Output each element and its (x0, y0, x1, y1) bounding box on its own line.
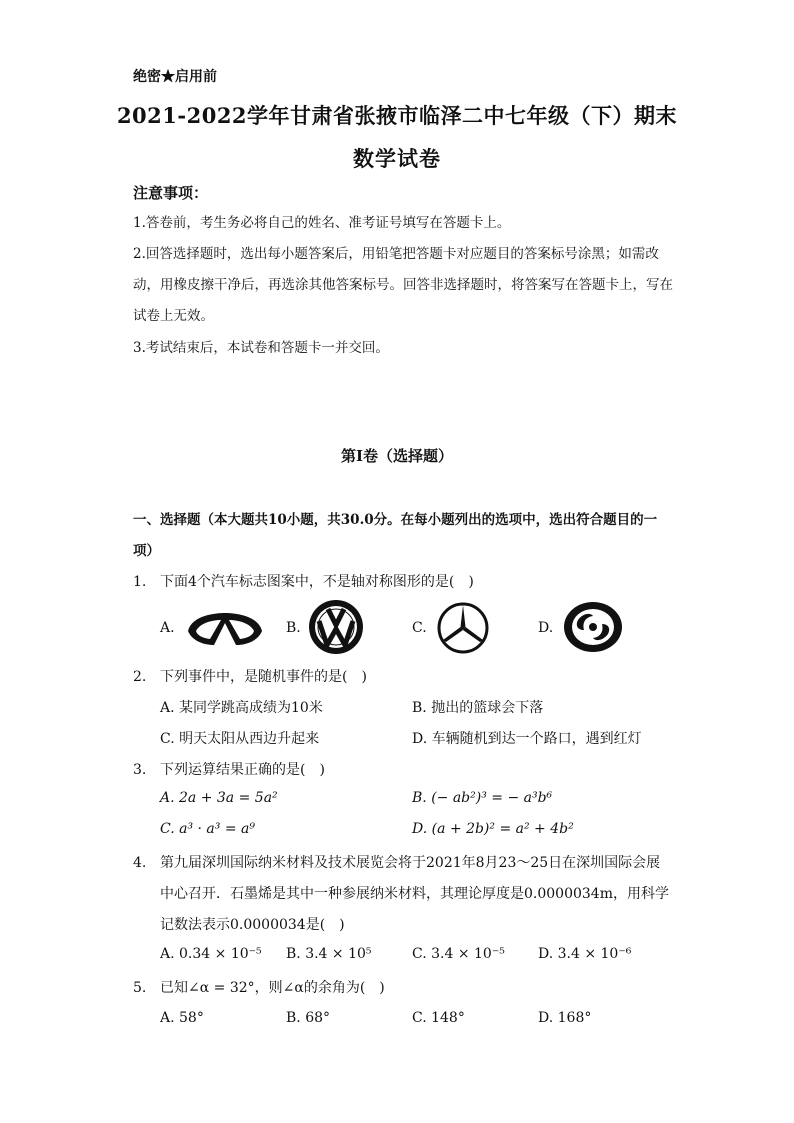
question-4-line2: 中心召开．石墨烯是其中一种参展纳米材料，其理论厚度是0.0000034m，用科学 (160, 886, 669, 902)
notice-heading: 注意事项： (133, 184, 209, 202)
q2-option-d: D. 车辆随机到达一个路口，遇到红灯 (412, 731, 642, 747)
question-number: 2. (133, 669, 147, 685)
notice-item-1: 1.答卷前，考生务必将自己的姓名、准考证号填写在答题卡上。 (133, 215, 511, 231)
question-number: 4. (133, 855, 147, 871)
section-title: 第I卷（选择题） (340, 447, 454, 465)
q5-option-b: B. 68° (286, 1010, 331, 1026)
q4-option-c: C. 3.4 × 10⁻⁵ (412, 946, 505, 962)
question-number: 1. (133, 574, 147, 590)
q5-option-c: C. 148° (412, 1010, 465, 1026)
q4-option-b: B. 3.4 × 10⁵ (286, 946, 372, 962)
question-stem-line1: 第九届深圳国际纳米材料及技术展览会将于2021年8月23～25日在深圳国际会展 (160, 855, 661, 871)
question-number: 3. (133, 762, 147, 778)
q2-option-b: B. 抛出的篮球会下落 (412, 700, 544, 716)
q4-option-d: D. 3.4 × 10⁻⁶ (538, 946, 632, 962)
exam-title-line2: 数学试卷 (353, 146, 441, 171)
q4-option-a: A. 0.34 × 10⁻⁵ (160, 946, 262, 962)
q5-option-a: A. 58° (160, 1010, 204, 1026)
question-stem: 下列运算结果正确的是( ) (160, 762, 325, 778)
question-stem: 下面4个汽车标志图案中，不是轴对称图形的是( ) (160, 574, 474, 590)
dongfeng-logo-icon (562, 600, 624, 654)
q1-option-b-label: B. (286, 620, 301, 636)
q1-option-d-label: D. (538, 620, 554, 636)
question-4-line3: 记数法表示0.0000034是( ) (160, 917, 345, 933)
q3-option-d: D. (a + 2b)² = a² + 4b² (412, 821, 574, 837)
volkswagen-logo-icon (308, 599, 364, 655)
question-3 (133, 759, 325, 779)
question-5 (133, 977, 385, 997)
q3-option-c: C. a³ · a³ = a⁹ (160, 821, 255, 837)
question-stem: 已知∠α = 32°，则∠α的余角为( ) (160, 980, 385, 996)
question-number: 5. (133, 980, 147, 996)
question-4 (133, 852, 660, 872)
q2-option-c: C. 明天太阳从西边升起来 (160, 731, 320, 747)
exam-title-line1: 2021-2022学年甘肃省张掖市临泽二中七年级（下）期末 (116, 103, 678, 128)
q3-option-b: B. (− ab²)³ = − a³b⁶ (412, 790, 553, 806)
infiniti-logo-icon (186, 607, 264, 649)
q3-option-a: A. 2a + 3a = 5a² (160, 790, 278, 806)
mercedes-logo-icon (436, 601, 490, 655)
question-1 (133, 571, 474, 591)
question-2 (133, 666, 367, 686)
notice-item-3: 3.考试结束后，本试卷和答题卡一并交回。 (133, 340, 389, 356)
q2-option-a: A. 某同学跳高成绩为10米 (160, 700, 323, 716)
part-heading: 一、选择题（本大题共10小题，共30.0分。在每小题列出的选项中，选出符合题目的一项） (133, 512, 658, 559)
secret-label: 绝密★启用前 (133, 69, 217, 85)
q5-option-d: D. 168° (538, 1010, 592, 1026)
notice-item-2: 2.回答选择题时，选出每小题答案后，用铅笔把答题卡对应题目的答案标号涂黑；如需改动，用橡皮擦干净后，再选涂其他答案标号。回答非选择题时，将答案写在答题卡上，写在试卷上无效。 (133, 246, 673, 324)
question-stem: 下列事件中，是随机事件的是( ) (160, 669, 367, 685)
q1-option-c-label: C. (412, 620, 427, 636)
q1-option-a-label: A. (160, 620, 175, 636)
